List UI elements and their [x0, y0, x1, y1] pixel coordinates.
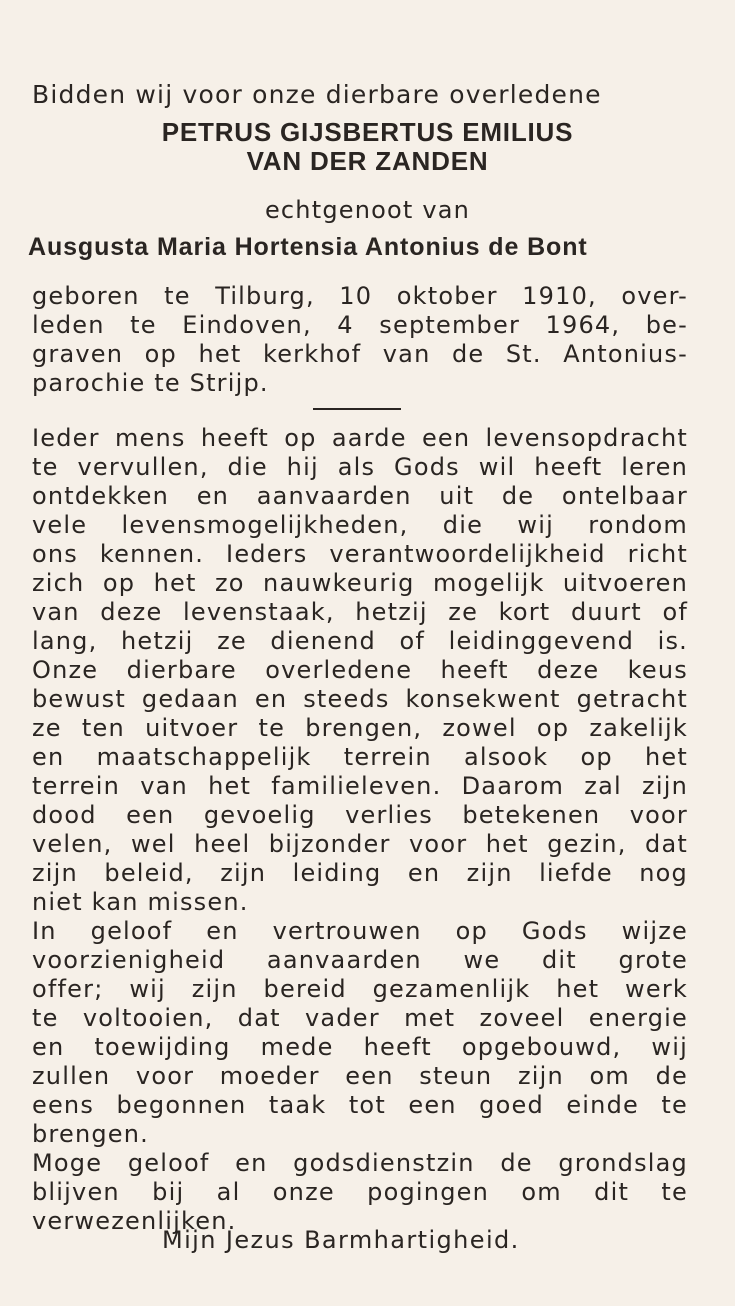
biography-block [32, 282, 688, 398]
paragraph-line: verwezenlijken. [32, 1207, 237, 1235]
bio-line: parochie te Strijp. [32, 369, 269, 397]
paragraph-1 [32, 424, 688, 1236]
closing-prayer: Mijn Jezus Barmhartigheid. [162, 1226, 520, 1254]
paragraph-line: voorzienigheid aanvaarden we dit grote [32, 946, 688, 974]
deceased-name-line1: PETRUS GIJSBERTUS EMILIUS [161, 117, 574, 147]
paragraph-line: vele levensmogelijkheden, die wij rondom [32, 511, 688, 539]
paragraph-line: zullen voor moeder een steun zijn om de [32, 1062, 688, 1090]
section-divider [313, 408, 401, 410]
paragraph-line: lang, hetzij ze dienend of leidinggevend is. [32, 627, 688, 655]
paragraph-line: ze ten uitvoer te brengen, zowel op zakelijk [32, 714, 688, 742]
paragraph-line: blijven bij al onze pogingen om dit te [32, 1178, 688, 1206]
paragraph-line: velen, wel heel bijzonder voor het gezin, dat [32, 830, 688, 858]
paragraph-line: Onze dierbare overledene heeft deze keus [32, 656, 688, 684]
paragraph-line: en maatschappelijk terrein alsook op het [32, 743, 688, 771]
paragraph-line: zich op het zo nauwkeurig mogelijk uitvoeren [32, 569, 688, 597]
paragraph-line: ontdekken en aanvaarden uit de ontelbaar [32, 482, 688, 510]
paragraph-line: van deze levenstaak, hetzij ze kort duurt of [32, 598, 688, 626]
bio-line: graven op het kerkhof van de St. Antonius- [32, 340, 688, 368]
spouse-name: Ausgusta Maria Hortensia Antonius de Bont [28, 233, 588, 261]
paragraph-line: niet kan missen. [32, 888, 249, 916]
paragraph-line: en toewijding mede heeft opgebouwd, wij [32, 1033, 688, 1061]
paragraph-line: ons kennen. Ieders verantwoordelijkheid richt [32, 540, 688, 568]
paragraph-line: offer; wij zijn bereid gezamenlijk het werk [32, 975, 688, 1003]
deceased-name-line2: VAN DER ZANDEN [246, 146, 489, 176]
bio-line: leden te Eindoven, 4 september 1964, be- [32, 311, 688, 339]
paragraph-line: Ieder mens heeft op aarde een levensopdracht [32, 424, 688, 452]
spouse-of-label: echtgenoot van [264, 196, 471, 224]
paragraph-line: brengen. [32, 1120, 149, 1148]
paragraph-line: te voltooien, dat vader met zoveel energie [32, 1004, 688, 1032]
paragraph-line: eens begonnen taak tot een goed einde te [32, 1091, 688, 1119]
intro-line: Bidden wij voor onze dierbare overledene [32, 80, 602, 109]
paragraph-line: zijn beleid, zijn leiding en zijn liefde nog [32, 859, 688, 887]
bio-line: geboren te Tilburg, 10 oktober 1910, over- [32, 282, 688, 310]
paragraph-line: dood een gevoelig verlies betekenen voor [32, 801, 688, 829]
paragraph-line: terrein van het familieleven. Daarom zal zijn [32, 772, 688, 800]
paragraph-line: Moge geloof en godsdienstzin de grondslag [32, 1149, 688, 1177]
paragraph-line: In geloof en vertrouwen op Gods wijze [32, 917, 688, 945]
paragraph-line: te vervullen, die hij als Gods wil heeft leren [32, 453, 688, 481]
paragraph-line: bewust gedaan en steeds konsekwent getracht [32, 685, 688, 713]
